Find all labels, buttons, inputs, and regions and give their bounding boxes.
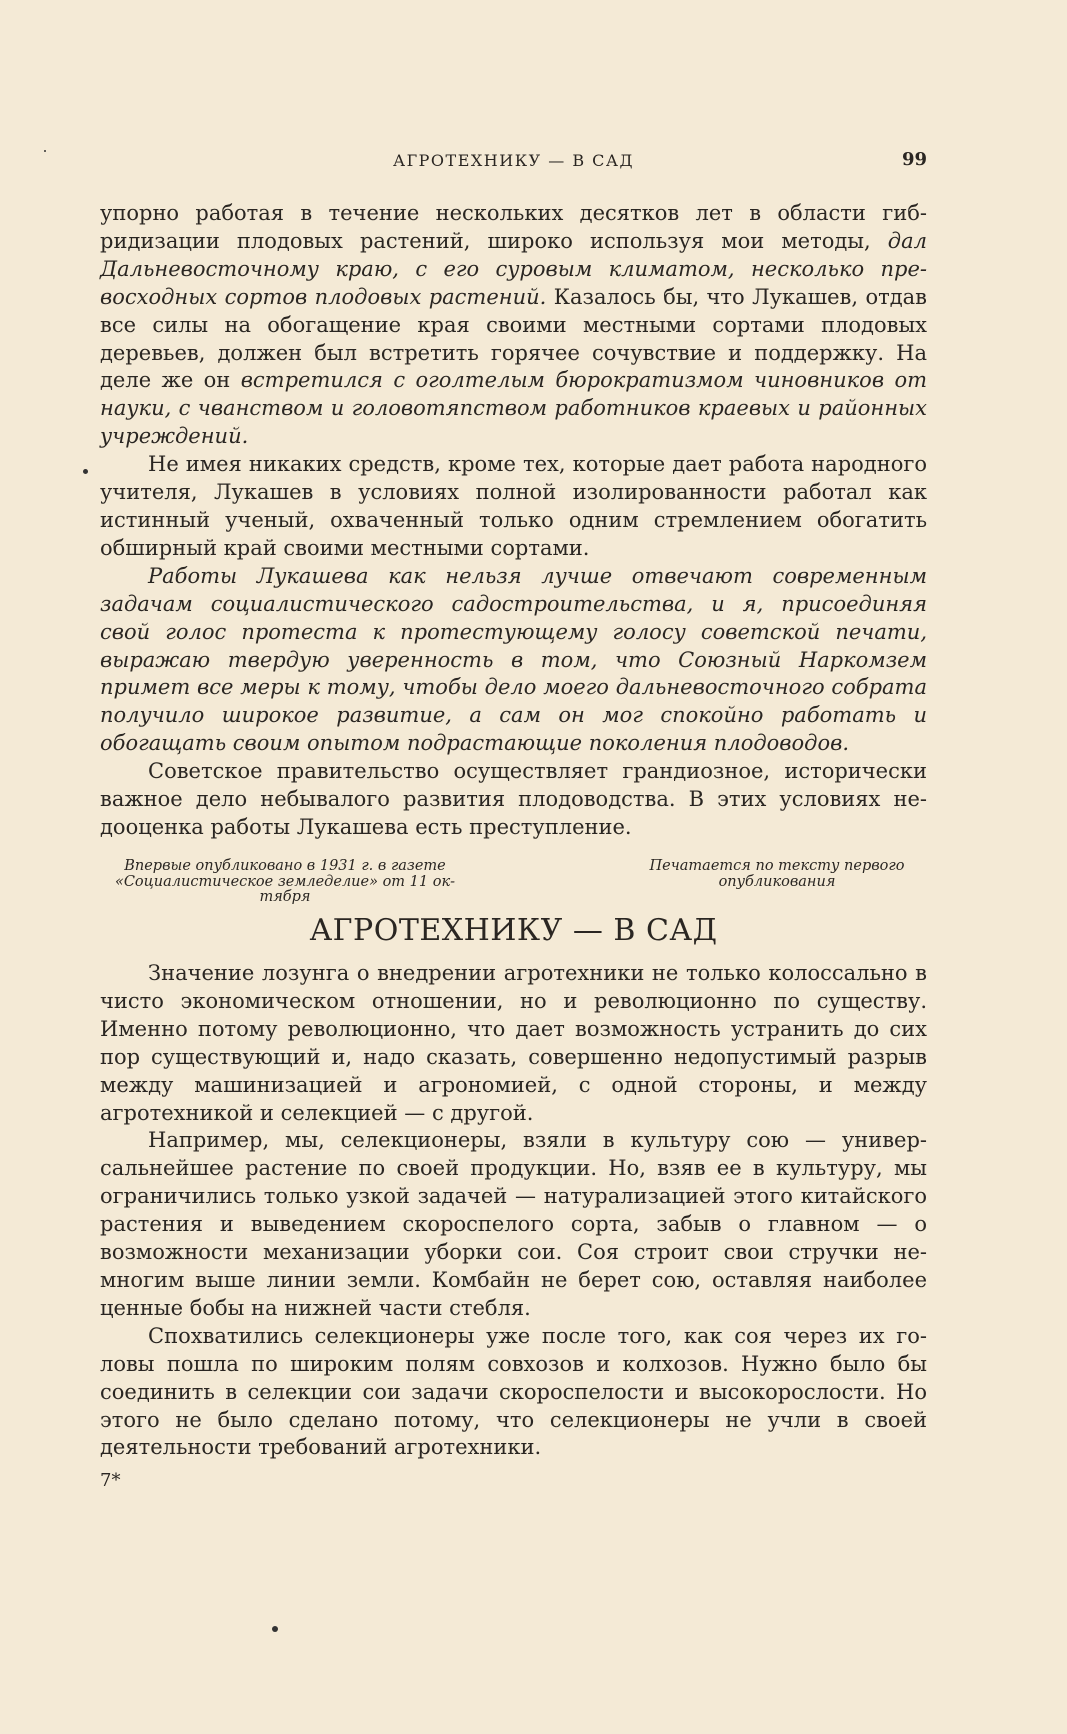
running-title: АГРОТЕХНИКУ — В САД: [392, 151, 635, 170]
paragraph-4: Советское правительство осуществляет грандиозное, исторически важное дело небывалого развития плодоводства. В этих условиях недооценка работы Лукашева есть преступление.: [100, 759, 927, 839]
print-speck: [83, 469, 88, 474]
section-title: АГРОТЕХНИКУ — В САД: [309, 913, 718, 948]
article-continuation: [100, 200, 927, 842]
paragraph-6: Например, мы, селекционеры, взяли в культуру сою — универсальнейшее растение по своей продукции. Но, взяв ее в культуру, мы ограничились только узкой задачей — натурализацией этого китайского растения и выведением скороспелого сорта, забыв о главном — о возможности механизации уборки сои. Соя строит свои стручки немногим выше линии земли. Комбайн не берет сою, оставляя наиболее ценные бобы на нижней части стебля.: [100, 1128, 927, 1320]
running-head: [100, 151, 927, 175]
note-source-text: Печатается по тексту первого опубликования: [649, 858, 905, 890]
note-first-published: Впервые опубликовано в 1931 г. в газете «Социалистическое земледелие» от 11 октября: [114, 858, 456, 905]
paragraph-1-italic-b: дал Дальневосточному краю, с его суровым климатом, несколько превосходных сортов плодовых растений.: [100, 228, 927, 309]
paragraph-1-italic-d: встретился с оголтелым бюрократизмом чиновников от науки, с чванством и головотяпством работников краевых и районных учреждений.: [100, 368, 927, 449]
signature-mark: 7*: [100, 1470, 121, 1491]
paragraph-3-italic: Работы Лукашева как нельзя лучше отвечают современным задачам социалистического садостроительства, и я, присоединяя свой голос протеста к протестующему голосу советской печати, выражаю твердую уверенность в том, что Союзный Наркомзем примет все меры к тому, чтобы дело моего дальневосточного собрата получило широкое развитие, а сам он мог спокойно работать и обогащать своим опытом подрастающие поколения плодоводов.: [100, 563, 927, 756]
article-agrotechnics: [100, 960, 927, 1462]
paragraph-1-text-c: Казалось бы, что Лукашев, отдав все силы на обогащение края своими местными сортами плодовых деревьев, должен был встретить горячее сочувствие и поддержку. На деле же он: [100, 284, 927, 393]
paragraph-1-text-a: упорно работая в течение нескольких десятков лет в области гибридизации плодовых растений, широко используя мои методы,: [100, 201, 927, 253]
print-speck: [272, 1626, 278, 1632]
paragraph-7: Спохватились селекционеры уже после того, как соя через их головы пошла по широким полям совхозов и колхозов. Нужно было бы соединить в селекции сои задачи скороспелости и высокорослости. Но этого не было сделано потому, что селекционеры не учли в своей деятельности требований агротехники.: [100, 1323, 927, 1460]
print-speck: [44, 150, 46, 152]
paragraph-3: [100, 563, 927, 758]
paragraph-2: Не имея никаких средств, кроме тех, которые дает работа народного учителя, Лукашев в условиях полной изолированности работал как истинный ученый, охваченный только одним стремлением обогатить обширный край своими местными сортами.: [100, 452, 927, 560]
paragraph-5: Значение лозунга о внедрении агротехники не только колоссально в чисто экономическом отношении, но и революционно по существу. Именно потому революционно, что дает возможность устранить до сих пор существующий и, надо сказать, совершенно недопустимый разрыв между машинизацией и агрономией, с одной стороны, и между агротехникой и селекцией — с другой.: [100, 961, 927, 1125]
paragraph-1: [100, 200, 927, 451]
page-number: 99: [901, 149, 927, 170]
